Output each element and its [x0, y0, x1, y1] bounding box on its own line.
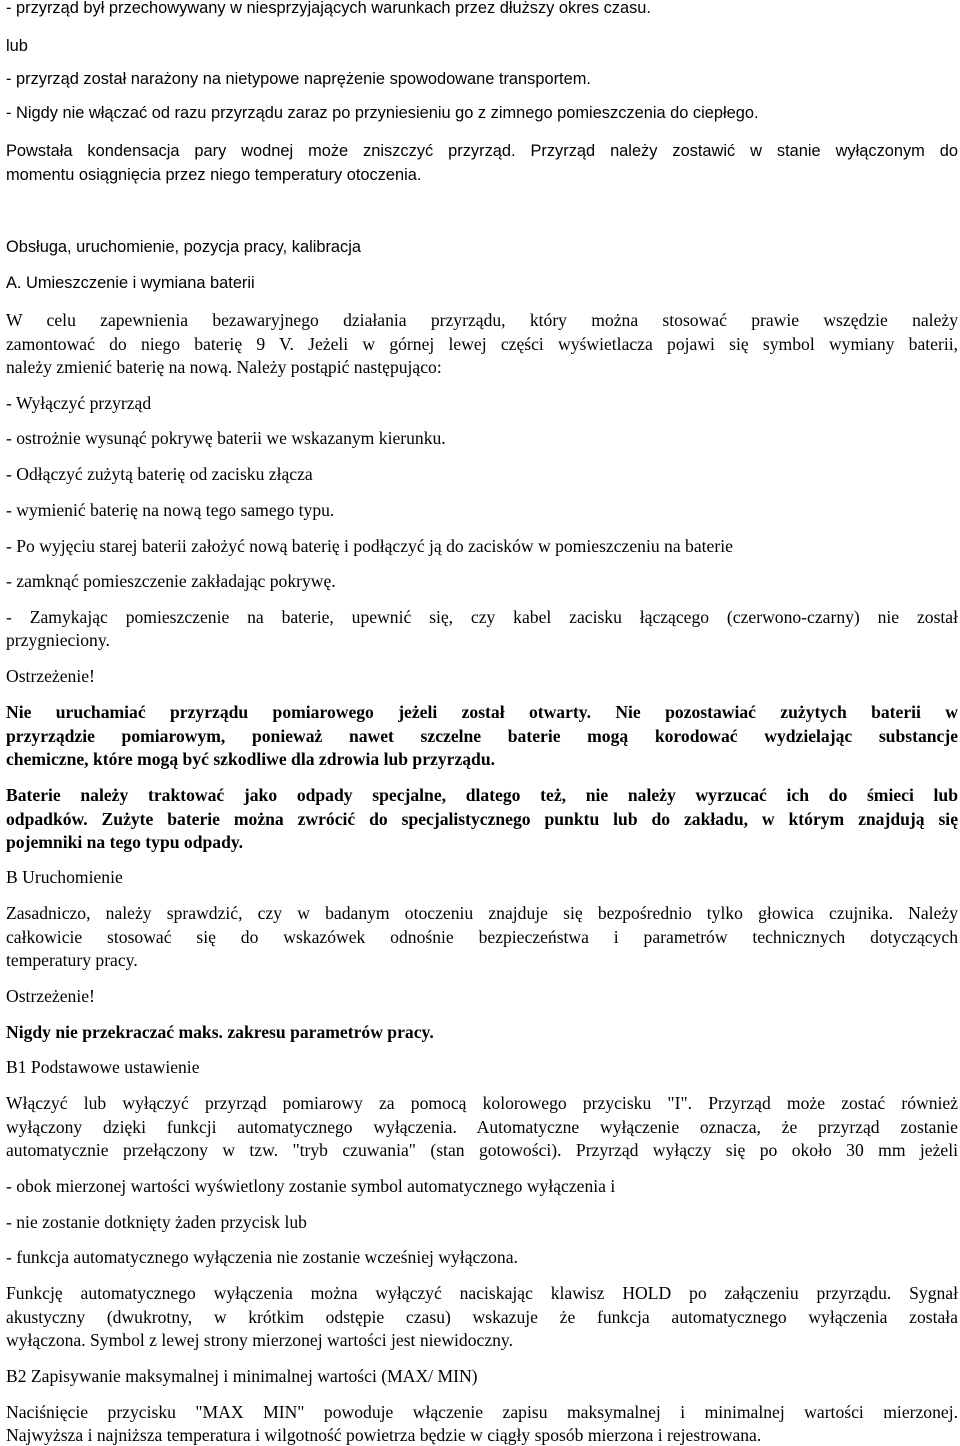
text-line: A. Umieszczenie i wymiana baterii — [6, 274, 255, 292]
text-line: - nie zostanie dotknięty żaden przycisk lub — [6, 1212, 307, 1232]
text-line: przyrządzie pomiarowym, ponieważ nawet szczelne baterie mogą korodować wydzielając substancje — [6, 726, 958, 746]
text-line: - wymienić baterię na nową tego samego typu. — [6, 500, 335, 520]
text-line: akustyczny (dwukrotny, w krótkim odstępie czasu) wskazuje że funkcja automatycznego wyłączenia została — [6, 1307, 958, 1327]
text-line: B Uruchomienie — [6, 867, 123, 887]
text-line: Obsługa, uruchomienie, pozycja pracy, kalibracja — [6, 238, 361, 256]
text-line: temperatury pracy. — [6, 950, 138, 970]
text-line: momentu osiągnięcia przez niego temperatury otoczenia. — [6, 166, 422, 184]
text-line: - ostrożnie wysunąć pokrywę baterii we wskazanym kierunku. — [6, 428, 446, 448]
text-line: B1 Podstawowe ustawienie — [6, 1057, 200, 1077]
text-line: B2 Zapisywanie maksymalnej i minimalnej wartości (MAX/ MIN) — [6, 1366, 478, 1386]
text-line: Zasadniczo, należy sprawdzić, czy w badanym otoczeniu znajduje się bezpośrednio tylko głowica czujnika. Należy — [6, 903, 958, 923]
text-line: automatycznie przełączony w tzw. "tryb czuwania" (stan gotowości). Przyrząd wyłączy się po około 30 mm jeżeli — [6, 1140, 958, 1160]
text-line: - Wyłączyć przyrząd — [6, 393, 152, 413]
text-line: - funkcja automatycznego wyłączenia nie zostanie wcześniej wyłączona. — [6, 1247, 518, 1267]
text-line: Ostrzeżenie! — [6, 666, 95, 686]
text-line: odpadków. Zużyte baterie można zwrócić do specjalistycznego punktu lub do zakładu, w którym znajdują się — [6, 809, 958, 829]
text-line: pojemniki na tego typu odpady. — [6, 832, 244, 852]
text-line: - przyrząd został narażony na nietypowe naprężenie spowodowane transportem. — [6, 70, 591, 88]
text-line: Nie uruchamiać przyrządu pomiarowego jeżeli został otwarty. Nie pozostawiać zużytych baterii w — [6, 702, 958, 722]
text-line: wyłączony dzięki funkcji automatycznego wyłączenia. Automatyczne wyłączenie oznacza, że przyrząd zostanie — [6, 1117, 958, 1137]
text-line: W celu zapewnienia bezawaryjnego działania przyrządu, który można stosować prawie wszędzie należy — [6, 310, 958, 330]
text-line: - obok mierzonej wartości wyświetlony zostanie symbol automatycznego wyłączenia i — [6, 1176, 616, 1196]
text-line: chemiczne, które mogą być szkodliwe dla zdrowia lub przyrządu. — [6, 749, 496, 769]
text-line: Ostrzeżenie! — [6, 986, 95, 1006]
text-line: Naciśnięcie przycisku "MAX MIN" powoduje włączenie zapisu maksymalnej i minimalnej wartości mierzonej. — [6, 1402, 958, 1422]
text-line: Najwyższa i najniższa temperatura i wilgotność powietrza będzie w ciągły sposób mierzona i rejestrowana. — [6, 1425, 762, 1445]
text-line: Powstała kondensacja pary wodnej może zniszczyć przyrząd. Przyrząd należy zostawić w stanie wyłączonym do — [6, 142, 958, 160]
text-line: całkowicie stosować się do wskazówek odnośnie bezpieczeństwa i parametrów technicznych dotyczących — [6, 927, 958, 947]
text-line: Włączyć lub wyłączyć przyrząd pomiarowy za pomocą kolorowego przycisku "I". Przyrząd może zostać również — [6, 1093, 958, 1113]
text-line: - Zamykając pomieszczenie na baterie, upewnić się, czy kabel zacisku łączącego (czerwono-czarny) nie został — [6, 607, 958, 627]
text-line: przygnieciony. — [6, 630, 110, 650]
text-line: - przyrząd był przechowywany w niesprzyjających warunkach przez dłuższy okres czasu. — [6, 0, 651, 17]
text-line: Baterie należy traktować jako odpady specjalne, dlatego też, nie należy wyrzucać ich do śmieci lub — [6, 785, 958, 805]
text-line: lub — [6, 37, 28, 55]
text-line: - Odłączyć zużytą baterię od zacisku złącza — [6, 464, 313, 484]
text-line: wyłączona. Symbol z lewej strony mierzonej wartości jest niewidoczny. — [6, 1330, 513, 1350]
text-line: zamontować do niego baterię 9 V. Jeżeli w górnej lewej części wyświetlacza pojawi się symbol wymiany baterii, — [6, 334, 958, 354]
text-line: - zamknąć pomieszczenie zakładając pokrywę. — [6, 571, 336, 591]
text-line: należy zmienić baterię na nową. Należy postąpić następująco: — [6, 357, 442, 377]
text-line: - Po wyjęciu starej baterii założyć nową baterię i podłączyć ją do zacisków w pomieszczeniu na baterie — [6, 536, 733, 556]
text-line: Nigdy nie przekraczać maks. zakresu parametrów pracy. — [6, 1022, 434, 1042]
text-line: - Nigdy nie włączać od razu przyrządu zaraz po przyniesieniu go z zimnego pomieszczenia do ciepłego. — [6, 104, 759, 122]
text-line: Funkcję automatycznego wyłączenia można wyłączyć naciskając klawisz HOLD po załączeniu przyrządu. Sygnał — [6, 1283, 958, 1303]
